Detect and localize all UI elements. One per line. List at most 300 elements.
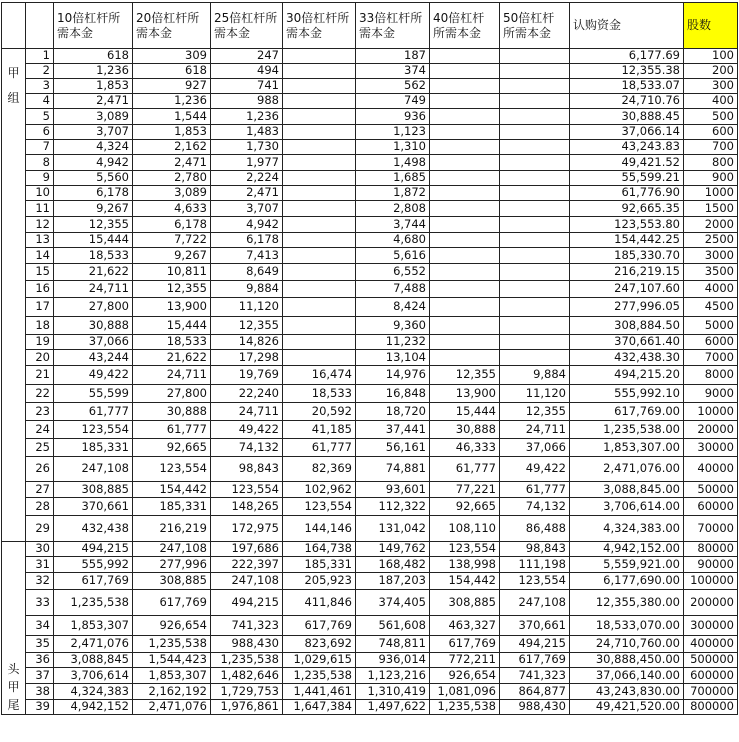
- table-cell: 93,601: [356, 482, 430, 498]
- table-cell: 500: [684, 109, 738, 125]
- row-index-cell: 32: [26, 573, 54, 590]
- table-cell: 86,488: [500, 516, 570, 542]
- row-index-cell: 35: [26, 636, 54, 653]
- table-cell: 17,298: [211, 350, 283, 366]
- table-cell: 148,265: [211, 498, 283, 516]
- row-index-cell: 1: [26, 49, 54, 64]
- table-cell: 1,123: [356, 125, 430, 140]
- table-cell: 1,853,307: [133, 668, 211, 684]
- table-row: [2, 264, 738, 281]
- table-cell: 247,107.60: [570, 281, 684, 298]
- table-cell: [283, 49, 356, 64]
- table-cell: [283, 217, 356, 233]
- table-cell: [500, 201, 570, 217]
- header-cell-shares: 股数: [684, 3, 738, 49]
- table-cell: 30,888: [54, 317, 133, 335]
- row-index-cell: 30: [26, 542, 54, 557]
- table-cell: 300000: [684, 616, 738, 636]
- table-cell: 6000: [684, 335, 738, 350]
- table-cell: 92,665: [430, 498, 500, 516]
- table-cell: 247,108: [133, 542, 211, 557]
- table-cell: 1,498: [356, 155, 430, 171]
- table-cell: 3,089: [133, 186, 211, 201]
- table-row: [2, 248, 738, 264]
- table-row: [2, 317, 738, 335]
- table-cell: 7,488: [356, 281, 430, 298]
- table-cell: 18,720: [356, 403, 430, 421]
- table-cell: [500, 155, 570, 171]
- table-cell: 20,592: [283, 403, 356, 421]
- table-cell: 6,178: [133, 217, 211, 233]
- table-cell: 216,219: [133, 516, 211, 542]
- header-cell: [2, 3, 26, 49]
- table-cell: 926,654: [133, 616, 211, 636]
- row-index-cell: 19: [26, 335, 54, 350]
- header-cell: 20倍杠杆所需本金: [133, 3, 211, 49]
- table-cell: [500, 64, 570, 79]
- table-cell: 185,331: [283, 557, 356, 573]
- table-row: [2, 335, 738, 350]
- table-cell: 13,104: [356, 350, 430, 366]
- table-cell: 4,324,383: [54, 684, 133, 700]
- table-cell: 5,560: [54, 171, 133, 186]
- table-cell: [283, 264, 356, 281]
- table-cell: 2000: [684, 217, 738, 233]
- table-cell: [500, 317, 570, 335]
- table-cell: 123,553.80: [570, 217, 684, 233]
- table-cell: 1,081,096: [430, 684, 500, 700]
- table-cell: 2,471,076.00: [570, 457, 684, 482]
- table-cell: 92,665: [133, 439, 211, 457]
- table-cell: 7000: [684, 350, 738, 366]
- table-cell: 864,877: [500, 684, 570, 700]
- table-cell: [283, 79, 356, 94]
- table-cell: 18,533.07: [570, 79, 684, 94]
- table-cell: 308,884.50: [570, 317, 684, 335]
- row-index-cell: 26: [26, 457, 54, 482]
- table-cell: 308,885: [133, 573, 211, 590]
- table-cell: 100000: [684, 573, 738, 590]
- table-cell: [500, 264, 570, 281]
- table-row: [2, 233, 738, 248]
- table-cell: 1,977: [211, 155, 283, 171]
- table-cell: 43,244: [54, 350, 133, 366]
- table-cell: 1,310,419: [356, 684, 430, 700]
- row-index-cell: 23: [26, 403, 54, 421]
- table-cell: 7,413: [211, 248, 283, 264]
- table-cell: 90000: [684, 557, 738, 573]
- table-cell: [430, 350, 500, 366]
- table-row: [2, 700, 738, 715]
- table-row: [2, 298, 738, 317]
- table-cell: 1,236: [133, 94, 211, 109]
- table-row: [2, 350, 738, 366]
- header-cell: 30倍杠杆所需本金: [283, 3, 356, 49]
- table-cell: 555,992.10: [570, 385, 684, 403]
- table-cell: 154,442.25: [570, 233, 684, 248]
- table-cell: 123,554: [283, 498, 356, 516]
- table-cell: [430, 248, 500, 264]
- table-cell: 2,162: [133, 140, 211, 155]
- table-cell: [430, 201, 500, 217]
- table-cell: 49,421.52: [570, 155, 684, 171]
- table-row: [2, 79, 738, 94]
- table-cell: 1,483: [211, 125, 283, 140]
- table-cell: 16,474: [283, 366, 356, 385]
- table-cell: 3,707: [54, 125, 133, 140]
- row-index-cell: 25: [26, 439, 54, 457]
- table-cell: 926,654: [430, 668, 500, 684]
- row-index-cell: 2: [26, 64, 54, 79]
- table-cell: 11,120: [500, 385, 570, 403]
- table-cell: [500, 186, 570, 201]
- table-cell: 2,471: [54, 94, 133, 109]
- table-cell: [283, 171, 356, 186]
- table-cell: 30,888.45: [570, 109, 684, 125]
- group-label-char: 头: [7, 662, 20, 676]
- table-cell: [430, 233, 500, 248]
- table-cell: 11,232: [356, 335, 430, 350]
- table-cell: 9,267: [133, 248, 211, 264]
- table-cell: 1000: [684, 186, 738, 201]
- table-row: [2, 155, 738, 171]
- row-index-cell: 31: [26, 557, 54, 573]
- row-index-cell: 27: [26, 482, 54, 498]
- table-cell: 61,777: [430, 457, 500, 482]
- table-cell: 741,323: [500, 668, 570, 684]
- table-cell: 49,422: [500, 457, 570, 482]
- table-cell: 24,711: [54, 281, 133, 298]
- table-cell: [283, 186, 356, 201]
- table-cell: 1,729,753: [211, 684, 283, 700]
- table-cell: 1,872: [356, 186, 430, 201]
- table-cell: 1,544: [133, 109, 211, 125]
- table-cell: 172,975: [211, 516, 283, 542]
- table-cell: 123,554: [211, 482, 283, 498]
- table-cell: 3000: [684, 248, 738, 264]
- table-cell: 24,711: [500, 421, 570, 439]
- row-index-cell: 15: [26, 264, 54, 281]
- table-cell: 100: [684, 49, 738, 64]
- table-cell: 37,066,140.00: [570, 668, 684, 684]
- table-cell: 927: [133, 79, 211, 94]
- table-cell: [500, 171, 570, 186]
- table-cell: 12,355: [54, 217, 133, 233]
- table-cell: 43,243,830.00: [570, 684, 684, 700]
- table-cell: 3500: [684, 264, 738, 281]
- table-cell: 18,533: [54, 248, 133, 264]
- table-cell: [283, 94, 356, 109]
- table-cell: [430, 140, 500, 155]
- table-cell: 370,661.40: [570, 335, 684, 350]
- group-label-char: 组: [7, 91, 20, 105]
- table-row: [2, 403, 738, 421]
- table-cell: [430, 264, 500, 281]
- row-index-cell: 3: [26, 79, 54, 94]
- table-cell: 123,554: [430, 542, 500, 557]
- table-cell: 4,324,383.00: [570, 516, 684, 542]
- table-cell: 80000: [684, 542, 738, 557]
- table-cell: [430, 281, 500, 298]
- table-row: [2, 498, 738, 516]
- table-cell: 3,706,614: [54, 668, 133, 684]
- table-cell: 247,108: [54, 457, 133, 482]
- table-cell: 9000: [684, 385, 738, 403]
- table-row: [2, 385, 738, 403]
- table-cell: 494,215: [211, 590, 283, 616]
- table-cell: 13,900: [133, 298, 211, 317]
- table-cell: [500, 335, 570, 350]
- table-row: [2, 457, 738, 482]
- table-cell: 432,438.30: [570, 350, 684, 366]
- table-cell: 277,996.05: [570, 298, 684, 317]
- table-cell: 123,554: [500, 573, 570, 590]
- table-cell: [283, 201, 356, 217]
- table-row: [2, 482, 738, 498]
- table-cell: 309: [133, 49, 211, 64]
- table-cell: 185,331: [133, 498, 211, 516]
- table-cell: 13,900: [430, 385, 500, 403]
- table-cell: 247,108: [500, 590, 570, 616]
- table-cell: 1,236: [54, 64, 133, 79]
- table-cell: 2,471,076: [54, 636, 133, 653]
- table-cell: 74,881: [356, 457, 430, 482]
- table-cell: 8,649: [211, 264, 283, 281]
- table-cell: 1,685: [356, 171, 430, 186]
- table-cell: 15,444: [430, 403, 500, 421]
- table-cell: 4500: [684, 298, 738, 317]
- table-cell: 55,599.21: [570, 171, 684, 186]
- table-cell: [430, 94, 500, 109]
- table-cell: 98,843: [211, 457, 283, 482]
- table-cell: 800: [684, 155, 738, 171]
- table-row: [2, 49, 738, 64]
- table-cell: 14,976: [356, 366, 430, 385]
- table-cell: 9,884: [211, 281, 283, 298]
- table-cell: 131,042: [356, 516, 430, 542]
- table-cell: 2,780: [133, 171, 211, 186]
- table-cell: [283, 298, 356, 317]
- table-row: [2, 125, 738, 140]
- table-cell: 1,853,307: [54, 616, 133, 636]
- table-cell: 494,215: [54, 542, 133, 557]
- table-cell: [430, 109, 500, 125]
- row-index-cell: 18: [26, 317, 54, 335]
- table-cell: 3,088,845: [54, 653, 133, 668]
- table-cell: 123,554: [54, 421, 133, 439]
- table-cell: 12,355: [133, 281, 211, 298]
- table-cell: 187: [356, 49, 430, 64]
- table-cell: [500, 350, 570, 366]
- table-cell: 30,888,450.00: [570, 653, 684, 668]
- table-cell: 197,686: [211, 542, 283, 557]
- table-cell: [430, 298, 500, 317]
- table-cell: 374: [356, 64, 430, 79]
- table-cell: 37,066: [54, 335, 133, 350]
- table-cell: 617,769: [430, 636, 500, 653]
- table-cell: 92,665.35: [570, 201, 684, 217]
- table-cell: [500, 281, 570, 298]
- table-cell: 154,442: [133, 482, 211, 498]
- row-index-cell: 17: [26, 298, 54, 317]
- table-cell: 374,405: [356, 590, 430, 616]
- table-cell: 2,162,192: [133, 684, 211, 700]
- table-cell: [500, 217, 570, 233]
- table-cell: [283, 350, 356, 366]
- table-cell: 749: [356, 94, 430, 109]
- table-cell: 8,424: [356, 298, 430, 317]
- table-cell: [500, 248, 570, 264]
- table-cell: 30,888: [133, 403, 211, 421]
- row-index-cell: 7: [26, 140, 54, 155]
- table-row: [2, 557, 738, 573]
- table-cell: 308,885: [54, 482, 133, 498]
- table-cell: 1,544,423: [133, 653, 211, 668]
- table-cell: 12,355,380.00: [570, 590, 684, 616]
- table-cell: 18,533: [133, 335, 211, 350]
- table-cell: 61,777: [500, 482, 570, 498]
- table-cell: [283, 109, 356, 125]
- table-cell: 741,323: [211, 616, 283, 636]
- table-cell: 1,853: [54, 79, 133, 94]
- table-cell: 56,161: [356, 439, 430, 457]
- table-row: [2, 439, 738, 457]
- table-cell: [283, 125, 356, 140]
- table-cell: [430, 217, 500, 233]
- row-index-cell: 21: [26, 366, 54, 385]
- row-index-cell: 11: [26, 201, 54, 217]
- table-cell: 988: [211, 94, 283, 109]
- table-row: [2, 186, 738, 201]
- table-cell: 600000: [684, 668, 738, 684]
- table-cell: 12,355: [500, 403, 570, 421]
- table-row: [2, 109, 738, 125]
- table-cell: 1,853,307.00: [570, 439, 684, 457]
- table-row: [2, 684, 738, 700]
- table-cell: 1,236: [211, 109, 283, 125]
- row-index-cell: 33: [26, 590, 54, 616]
- table-cell: 1,235,538: [430, 700, 500, 715]
- table-cell: 164,738: [283, 542, 356, 557]
- table-cell: 18,533,070.00: [570, 616, 684, 636]
- table-cell: 22,240: [211, 385, 283, 403]
- table-row: [2, 668, 738, 684]
- table-cell: [430, 79, 500, 94]
- table-cell: 15,444: [133, 317, 211, 335]
- table-cell: 2,471,076: [133, 700, 211, 715]
- table-cell: 10,811: [133, 264, 211, 281]
- table-cell: 1,976,861: [211, 700, 283, 715]
- row-index-cell: 10: [26, 186, 54, 201]
- table-cell: 2,471: [211, 186, 283, 201]
- table-cell: 4,942: [211, 217, 283, 233]
- table-cell: 1,310: [356, 140, 430, 155]
- table-cell: [283, 155, 356, 171]
- table-cell: 617,769: [500, 653, 570, 668]
- table-cell: 154,442: [430, 573, 500, 590]
- table-cell: 185,331: [54, 439, 133, 457]
- table-cell: 988,430: [211, 636, 283, 653]
- table-cell: 617,769: [283, 616, 356, 636]
- table-cell: [430, 64, 500, 79]
- table-cell: 149,762: [356, 542, 430, 557]
- table-cell: 600: [684, 125, 738, 140]
- table-cell: 24,710.76: [570, 94, 684, 109]
- table-cell: 5,559,921.00: [570, 557, 684, 573]
- table-cell: [430, 171, 500, 186]
- group-label: [2, 542, 26, 715]
- table-cell: 37,066.14: [570, 125, 684, 140]
- table-cell: 4,942: [54, 155, 133, 171]
- table-cell: 19,769: [211, 366, 283, 385]
- table-cell: 936: [356, 109, 430, 125]
- table-cell: 6,177,690.00: [570, 573, 684, 590]
- table-cell: 205,923: [283, 573, 356, 590]
- table-cell: [283, 233, 356, 248]
- table-cell: [283, 335, 356, 350]
- table-cell: 123,554: [133, 457, 211, 482]
- table-cell: 200: [684, 64, 738, 79]
- table-cell: 40000: [684, 457, 738, 482]
- table-cell: 432,438: [54, 516, 133, 542]
- row-index-cell: 20: [26, 350, 54, 366]
- table-cell: 370,661: [54, 498, 133, 516]
- group-label-char: 甲: [7, 680, 20, 694]
- table-cell: 1,029,615: [283, 653, 356, 668]
- table-cell: 800000: [684, 700, 738, 715]
- table-cell: 50000: [684, 482, 738, 498]
- table-cell: 82,369: [283, 457, 356, 482]
- table-cell: 247,108: [211, 573, 283, 590]
- table-cell: [500, 233, 570, 248]
- table-cell: [283, 140, 356, 155]
- table-cell: 1,235,538: [283, 668, 356, 684]
- table-cell: 27,800: [54, 298, 133, 317]
- table-cell: [430, 125, 500, 140]
- table-cell: 21,622: [133, 350, 211, 366]
- header-cell: 25倍杠杆所需本金: [211, 3, 283, 49]
- table-cell: 74,132: [211, 439, 283, 457]
- table-cell: 10000: [684, 403, 738, 421]
- table-cell: [430, 155, 500, 171]
- table-cell: 30000: [684, 439, 738, 457]
- table-cell: 748,811: [356, 636, 430, 653]
- row-index-cell: 34: [26, 616, 54, 636]
- table-row: [2, 366, 738, 385]
- leverage-capital-table: [1, 2, 738, 715]
- table-cell: [430, 335, 500, 350]
- row-index-cell: 9: [26, 171, 54, 186]
- table-cell: [283, 248, 356, 264]
- table-cell: 1,441,461: [283, 684, 356, 700]
- table-cell: [500, 49, 570, 64]
- table-cell: 823,692: [283, 636, 356, 653]
- table-cell: [283, 317, 356, 335]
- row-index-cell: 37: [26, 668, 54, 684]
- table-cell: 5,616: [356, 248, 430, 264]
- table-cell: [500, 79, 570, 94]
- table-cell: 187,203: [356, 573, 430, 590]
- table-row: [2, 636, 738, 653]
- table-cell: 1,235,538.00: [570, 421, 684, 439]
- table-cell: [500, 125, 570, 140]
- table-cell: [283, 281, 356, 298]
- table-cell: 43,243.83: [570, 140, 684, 155]
- row-index-cell: 36: [26, 653, 54, 668]
- table-cell: 49,421,520.00: [570, 700, 684, 715]
- row-index-cell: 29: [26, 516, 54, 542]
- table-row: [2, 94, 738, 109]
